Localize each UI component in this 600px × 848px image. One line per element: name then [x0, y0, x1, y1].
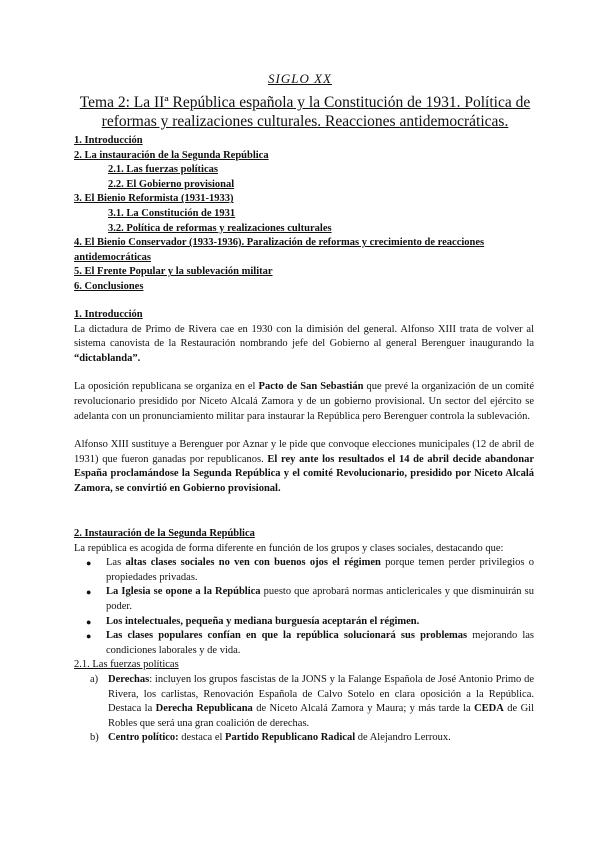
toc-item: 1. Introducción: [74, 135, 143, 146]
list-item: ● La Iglesia se opone a la República puesto que aprobará normas anticlericales y que disminuirán su poder.: [92, 585, 534, 614]
toc-item: 3.2. Política de reformas y realizaciones culturales: [108, 222, 332, 234]
attitudes-list: [74, 556, 534, 658]
toc-item: 5. El Frente Popular y la sublevación militar: [74, 266, 273, 278]
list-item: a) Derechas: incluyen los grupos fascistas de la JONS y la Falange Española de José Antonio Primo de Rivera, los carlistas, Renovación Española de Calvo Sotelo en clara oposición a la República. Destaca la Derecha Republicana de Niceto Alcalá Zamora y Maura; y más tarde la CEDA de Gil Robles que será una gran coalición de derechas.: [90, 673, 534, 729]
list-item: ● Los intelectuales, pequeña y mediana burguesía aceptarán el régimen.: [92, 615, 534, 630]
toc-item: 6. Conclusiones: [74, 280, 144, 292]
list-item: ● Las altas clases sociales no ven con buenos ojos el régimen porque temen perder privilegios o propiedades privadas.: [92, 556, 534, 585]
table-of-contents: [74, 134, 544, 295]
political-forces-list: [74, 673, 534, 746]
intro-heading: 1. Introducción: [74, 309, 143, 320]
section-2: [74, 527, 534, 746]
section-2-heading: 2. Instauración de la Segunda República: [74, 528, 255, 539]
century-label: SIGLO XX: [268, 71, 332, 86]
intro-paragraph-1: La dictadura de Primo de Rivera cae en 1930 con la dimisión del general. Alfonso XIII trata de volver al sistema canovista de la Restauración nombrando jefe del Gobierno al general Berenguer inaugurando la “dictablanda”.: [74, 323, 534, 364]
section-2-lead: La república es acogida de forma diferente en función de los grupos y clases sociales, destacando que:: [74, 542, 504, 554]
toc-item: 2.2. El Gobierno provisional: [108, 178, 235, 190]
intro-paragraph-3: Alfonso XIII sustituye a Berenguer por Aznar y le pide que convoque elecciones municipales (12 de abril de 1931) que fueron ganadas por republicanos. El rey ante los resultados el 14 de abril decide abandonar España proclamándose la Segunda República y el comité Revolucionario, presidido por Niceto Alcalá Zamora, se convirtió en Gobierno provisional.: [74, 439, 534, 494]
subsection-heading: 2.1. Las fuerzas políticas: [74, 659, 179, 671]
toc-item: 2. La instauración de la Segunda República: [74, 149, 269, 161]
intro-paragraph-2: La oposición republicana se organiza en el Pacto de San Sebastián que prevé la organización de un comité revolucionario presidido por Niceto Alcalá Zamora y de un gobierno provisional. Un sector del ejército se adelanta con un pronunciamiento militar para instaurar la República pero Berenguer controla la sublevación.: [74, 381, 534, 422]
list-item: ● Las clases populares confían en que la república solucionará sus problemas mejorando las condiciones laborales y de vida.: [92, 629, 534, 658]
toc-item: 2.1. Las fuerzas políticas: [108, 164, 218, 176]
list-item: b) Centro político: destaca el Partido Republicano Radical de Alejandro Lerroux.: [90, 732, 451, 744]
intro-section: [74, 308, 534, 497]
toc-item: 4. El Bienio Conservador (1933-1936). Paralización de reformas y crecimiento de reacciones antidemocráticas: [74, 237, 485, 263]
toc-item: 3. El Bienio Reformista (1931-1933): [74, 193, 234, 205]
document-title: Tema 2: La IIª República española y la Constitución de 1931. Política de reformas y realizaciones culturales. Reacciones antidemocráticas.: [79, 94, 531, 130]
toc-item: 3.1. La Constitución de 1931: [108, 207, 236, 219]
